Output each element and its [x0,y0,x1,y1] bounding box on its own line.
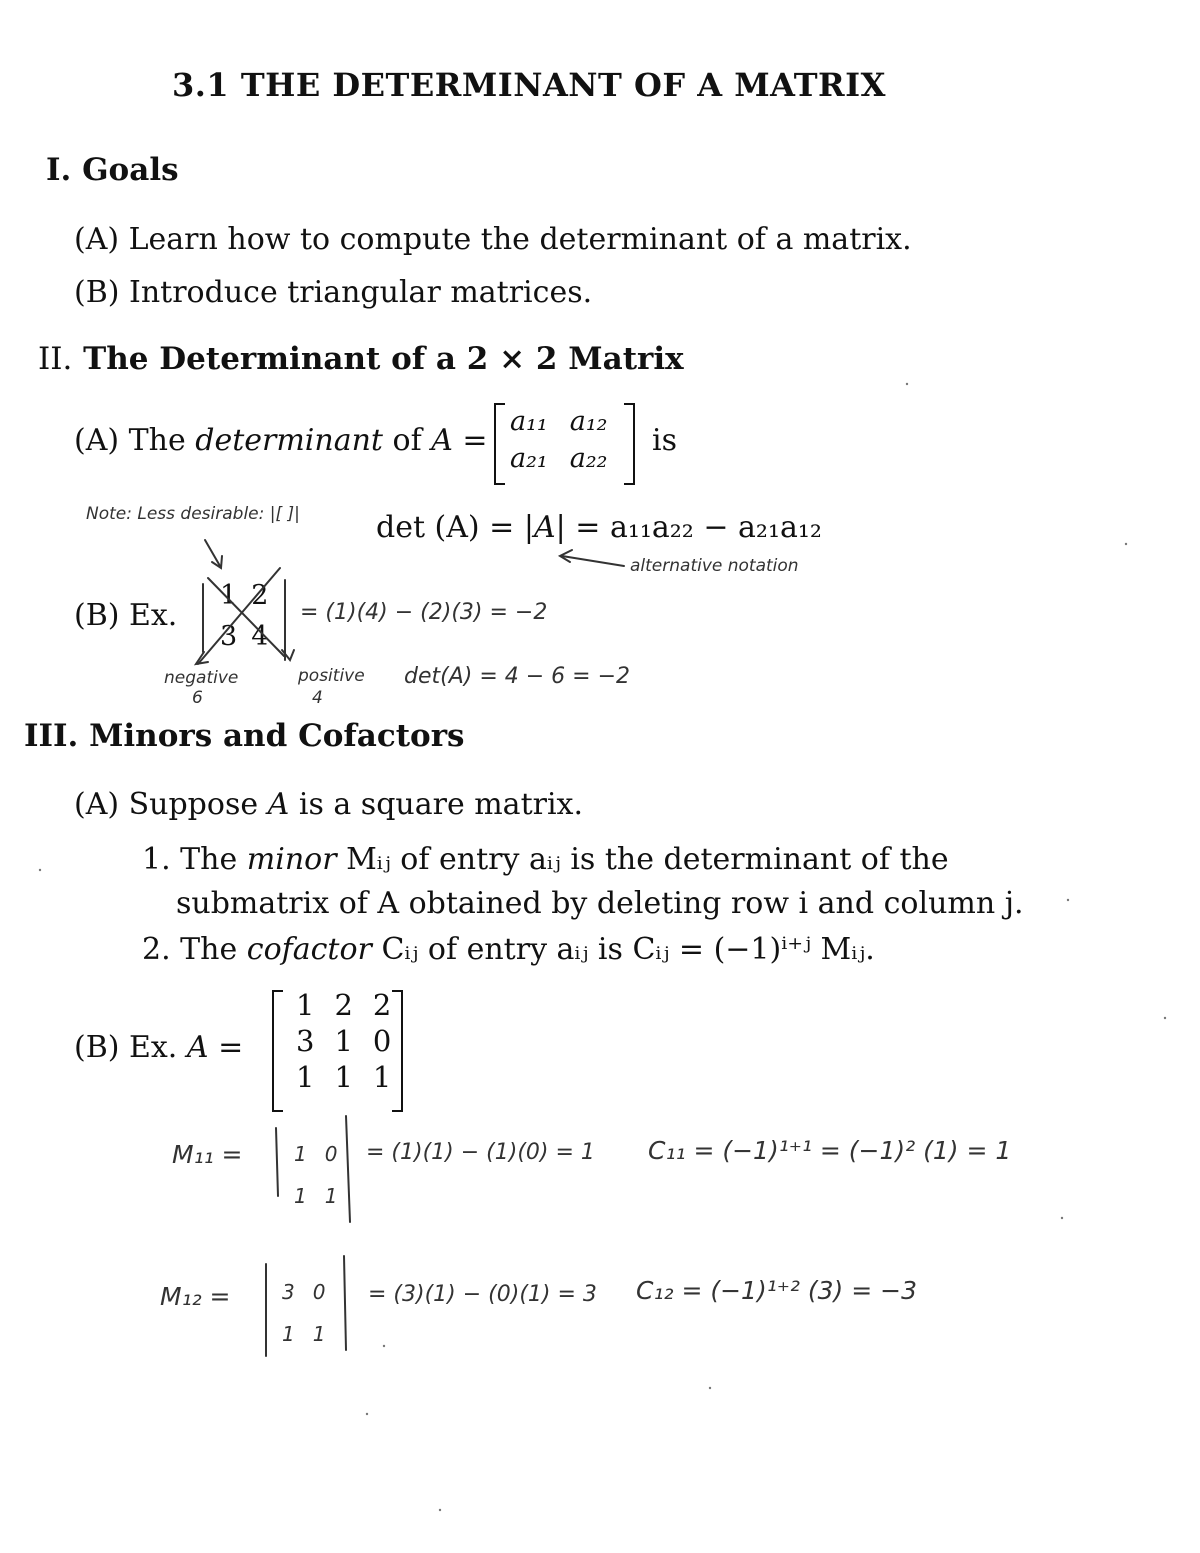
page-title: 3.1 THE DETERMINANT OF A MATRIX [172,66,886,104]
scan-speck [709,1387,711,1389]
det-def-term: determinant [195,423,383,458]
handwritten-negative-val: 6 [192,688,203,708]
matrix-entry: a₁₂ [569,406,608,437]
handwritten-note: Note: Less desirable: |[ ]| [86,504,300,524]
matrix-entry: 1 [294,1142,307,1166]
det-formula-var: A [533,510,556,545]
minors-ex-var: A [186,1030,209,1065]
handwritten-m11-label: M₁₁ = [172,1140,243,1169]
handwritten-positive-val: 4 [312,688,323,708]
matrix-entry: a₂₁ [510,443,548,474]
det-example-label: (B) Ex. [74,598,178,633]
det-def-suffix: is [652,423,677,458]
handwritten-negative: negative [164,668,239,688]
cofactor-def-rest: Cᵢⱼ of entry aᵢⱼ is Cᵢⱼ = (−1)ⁱ⁺ʲ Mᵢⱼ. [371,932,875,967]
handwritten-m12-calc: = (3)(1) − (0)(1) = 3 [368,1282,597,1307]
matrix-entry: 1 [282,1322,295,1346]
diagonal-positive [208,578,284,656]
scan-speck [1067,899,1069,901]
section-minors-heading: III. Minors and Cofactors [24,718,465,754]
matrix-entry: 1 [296,1060,315,1094]
cofactor-term: cofactor [246,932,372,967]
matrix-entry: 2 [251,580,269,611]
matrix-entry: 1 [334,1060,353,1094]
minors-intro-var: A [267,787,290,822]
diagonal-negative [198,568,280,664]
handwritten-c12-calc: C₁₂ = (−1)¹⁺² (3) = −3 [636,1276,917,1305]
handwritten-c11-calc: C₁₁ = (−1)¹⁺¹ = (−1)² (1) = 1 [648,1136,1012,1165]
scan-speck [906,383,908,385]
det-def-eq: = [452,423,488,458]
matrix-entry: 3 [282,1280,295,1304]
minor-term: minor [246,842,337,877]
minor-def-prefix: 1. The [142,842,247,877]
matrix-entry: 3 [296,1024,315,1058]
minor-def-rest: Mᵢⱼ of entry aᵢⱼ is the determinant of the [336,842,949,877]
matrix-entry: 2 [334,988,353,1022]
scan-speck [39,869,41,871]
matrix-entry: 0 [324,1142,338,1166]
handwritten-ex-calc: = (1)(4) − (2)(3) = −2 [300,600,548,625]
goal-item-a: (A) Learn how to compute the determinant of a matrix. [74,222,912,257]
section-goals-heading: I. Goals [46,152,179,188]
det-def-mid: of [382,423,432,458]
matrix-entry: 1 [296,988,315,1022]
alt-notation-arrow [562,556,624,566]
handwritten-m11-calc: = (1)(1) − (1)(0) = 1 [366,1140,595,1165]
matrix-entry: 4 [251,621,269,652]
scan-speck [383,1345,385,1347]
minors-ex-label: (B) Ex. [74,1030,178,1065]
matrix-entry: a₁₁ [510,406,548,437]
matrix-entry: 2 [372,988,392,1022]
minor-definition-line2: submatrix of A obtained by deleting row i and column j. [176,886,1024,921]
m11-bar-right [346,1116,350,1222]
cofactor-def-prefix: 2. The [142,932,247,967]
matrix-entry: 0 [372,1024,392,1058]
handwritten-det-calc: det(A) = 4 − 6 = −2 [404,664,631,689]
matrix-entry: 1 [220,580,238,611]
matrix-entry: a₂₂ [569,443,608,474]
det-def-prefix: (A) The [74,423,196,458]
matrix-entry: 1 [334,1024,353,1058]
matrix-entry: 1 [312,1322,326,1346]
matrix-entry: 3 [220,621,238,652]
section-title: The Determinant of a 2 × 2 Matrix [83,341,684,377]
m12-bar-right [344,1256,346,1350]
det-formula-left: det (A) = | [376,510,534,545]
det-formula-right: | = a₁₁a₂₂ − a₂₁a₁₂ [555,510,822,545]
minors-intro-suffix: is a square matrix. [289,787,584,822]
minors-intro-prefix: (A) Suppose [74,787,268,822]
scan-speck [1061,1217,1063,1219]
minors-ex-eq: = [218,1030,244,1065]
handwritten-positive: positive [298,666,365,686]
scan-speck [439,1509,441,1511]
matrix-entry: 1 [372,1060,392,1094]
handwritten-alt-notation: alternative notation [630,556,799,576]
scan-speck [1125,543,1127,545]
matrix-entry: 1 [294,1184,307,1208]
matrix-entry: 1 [324,1184,338,1208]
scan-speck [1164,1017,1166,1019]
m11-bar-left [276,1128,278,1196]
goal-item-b: (B) Introduce triangular matrices. [74,275,593,310]
det-def-var: A [431,423,453,458]
handwritten-m12-label: M₁₂ = [160,1282,231,1311]
scan-speck [366,1413,368,1415]
section-number: II. [38,341,73,377]
matrix-entry: 0 [312,1280,326,1304]
